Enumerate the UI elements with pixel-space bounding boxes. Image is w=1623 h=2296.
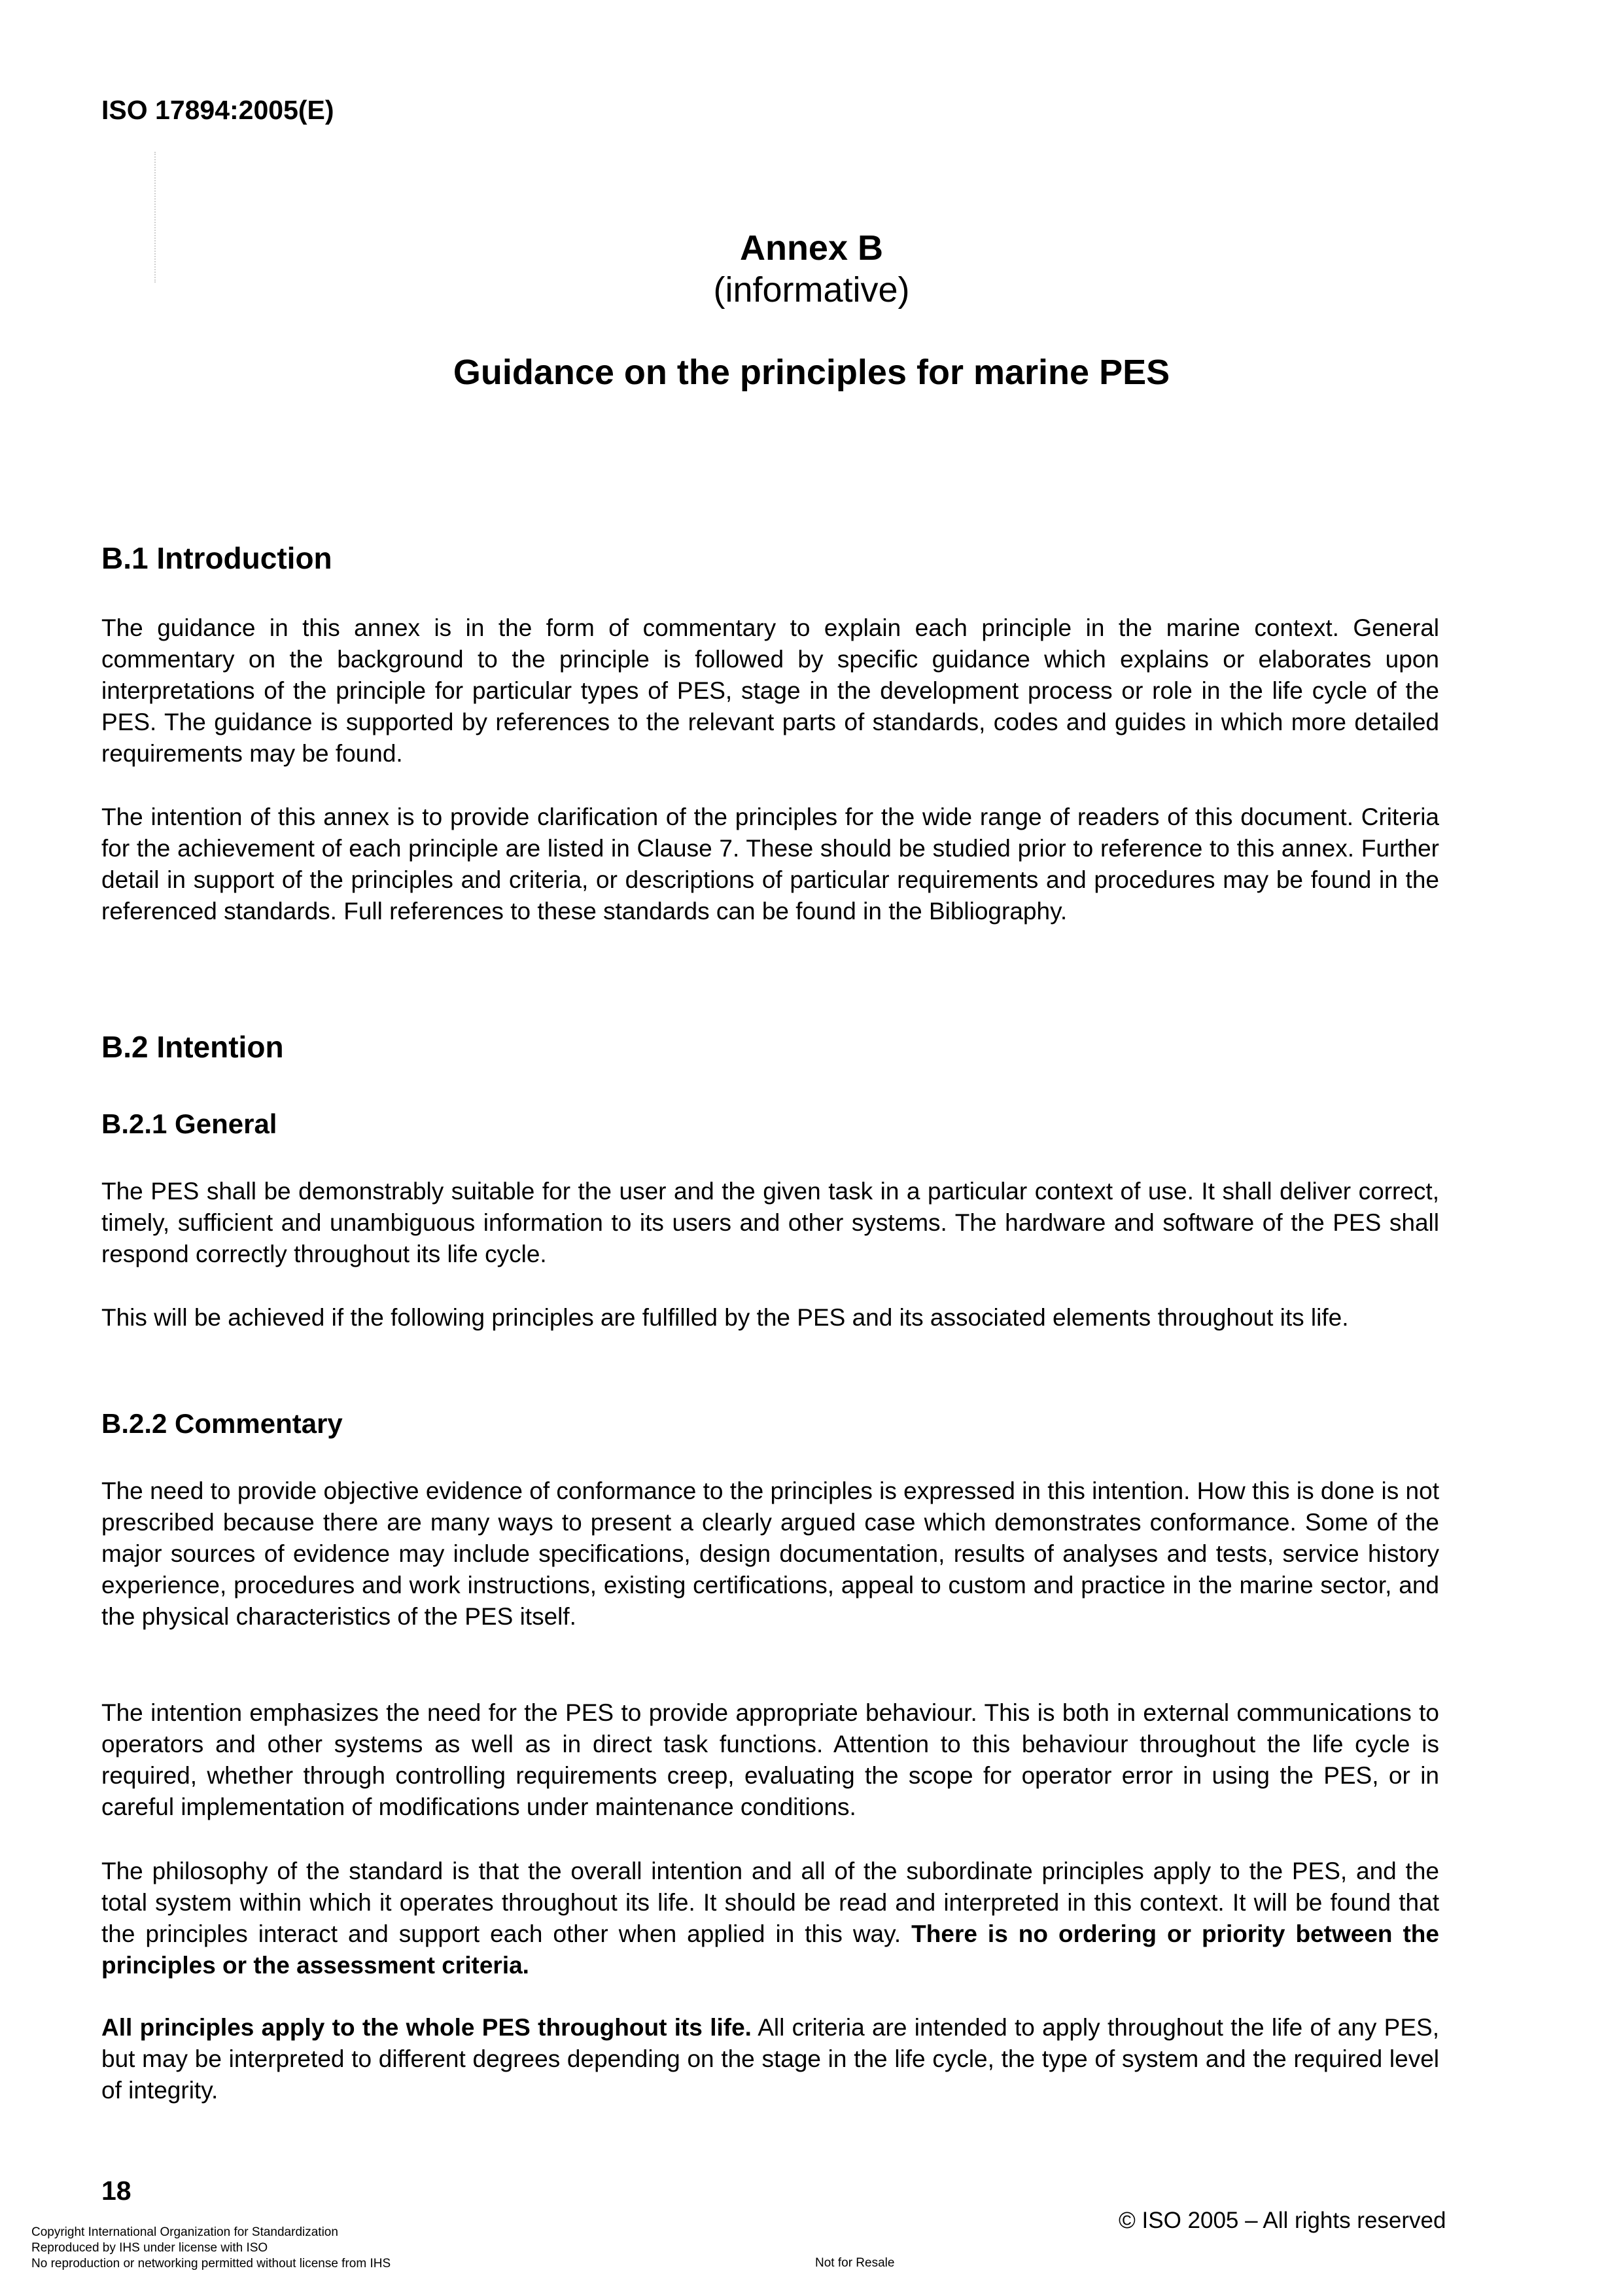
paragraph-4-emphasis: All principles apply to the whole PES throughout its life. <box>101 2014 752 2041</box>
section-b22-paragraph-2: The intention emphasizes the need for the PES to provide appropriate behaviour. This is both in external communications to operators and other systems as well as in direct task functions. Attention to this behaviour throughout the life cycle is required, whether through controlling requirements creep, evaluating the scope for operator error in using the PES, or in careful implementation of modifications under maintenance conditions. <box>101 1699 1439 1820</box>
paragraph-4-text: All criteria are intended to apply throughout the life of any PES, but may be interpreted to different degrees depending on the stage in the life cycle, the type of system and the required level of integrity. <box>101 2014 1439 2104</box>
section-b22-paragraph-1: The need to provide objective evidence of conformance to the principles is expressed in this intention. How this is done is not prescribed because there are many ways to present a clearly argued case which demonstrates conformance. Some of the major sources of evidence may include specifications, design documentation, results of analyses and tests, service history experience, procedures and work instructions, existing certifications, appeal to custom and practice in the marine sector, and the physical characteristics of the PES itself. <box>101 1477 1439 1630</box>
section-b22-paragraph-4 <box>101 2012 1439 2106</box>
copyright-notice: © ISO 2005 – All rights reserved <box>1119 2208 1446 2233</box>
section-b21-paragraph-1: The PES shall be demonstrably suitable for the user and the given task in a particular context of use. It shall deliver correct, timely, sufficient and unambiguous information to its users and other systems. The hardware and software of the PES shall respond correctly throughout its life cycle. <box>101 1178 1439 1267</box>
license-line-3: No reproduction or networking permitted without license from IHS <box>31 2257 391 2270</box>
section-b1-paragraph-2: The intention of this annex is to provide clarification of the principles for the wide range of readers of this document. Criteria for the achievement of each principle are listed in Clause 7. These should be studied prior to reference to this annex. Further detail in support of the principles and criteria, or descriptions of particular requirements and procedures may be found in the referenced standards. Full references to these standards can be found in the Bibliography. <box>101 804 1439 925</box>
not-for-resale: Not for Resale <box>815 2256 895 2270</box>
standard-id: ISO 17894:2005(E) <box>101 95 334 125</box>
license-line-1: Copyright International Organization for Standardization <box>31 2225 338 2239</box>
section-b21-paragraph-2: This will be achieved if the following principles are fulfilled by the PES and its associated elements throughout its life. <box>101 1304 1349 1331</box>
license-line-2: Reproduced by IHS under license with ISO <box>31 2241 268 2255</box>
annex-title: Annex B <box>739 228 884 268</box>
page-number: 18 <box>101 2176 131 2206</box>
section-b22-paragraph-3 <box>101 1856 1439 1981</box>
section-b22-heading: B.2.2 Commentary <box>101 1408 343 1439</box>
paragraph-3-emphasis: There is no ordering or priority between the principles or the assessment criteria. <box>101 1920 1439 1979</box>
section-b1-paragraph-1: The guidance in this annex is in the form of commentary to explain each principle in the marine context. General commentary on the background to the principle is followed by specific guidance which explains or elaborates upon interpretations of the principle for particular types of PES, stage in the development process or role in the life cycle of the PES. The guidance is supported by references to the relevant parts of standards, codes and guides in which more detailed requirements may be found. <box>101 614 1439 767</box>
section-b1-heading: B.1 Introduction <box>101 541 332 575</box>
annex-type: (informative) <box>713 270 910 309</box>
paragraph-3-text: The philosophy of the standard is that the overall intention and all of the subordinate principles apply to the PES, and the total system within which it operates throughout its life. It should be read and interpreted in this context. It will be found that the principles interact and support each other when applied in this way. <box>101 1858 1439 1947</box>
section-b21-heading: B.2.1 General <box>101 1108 277 1139</box>
section-b2-heading: B.2 Intention <box>101 1030 284 1064</box>
annex-subtitle: Guidance on the principles for marine PES <box>453 353 1170 392</box>
